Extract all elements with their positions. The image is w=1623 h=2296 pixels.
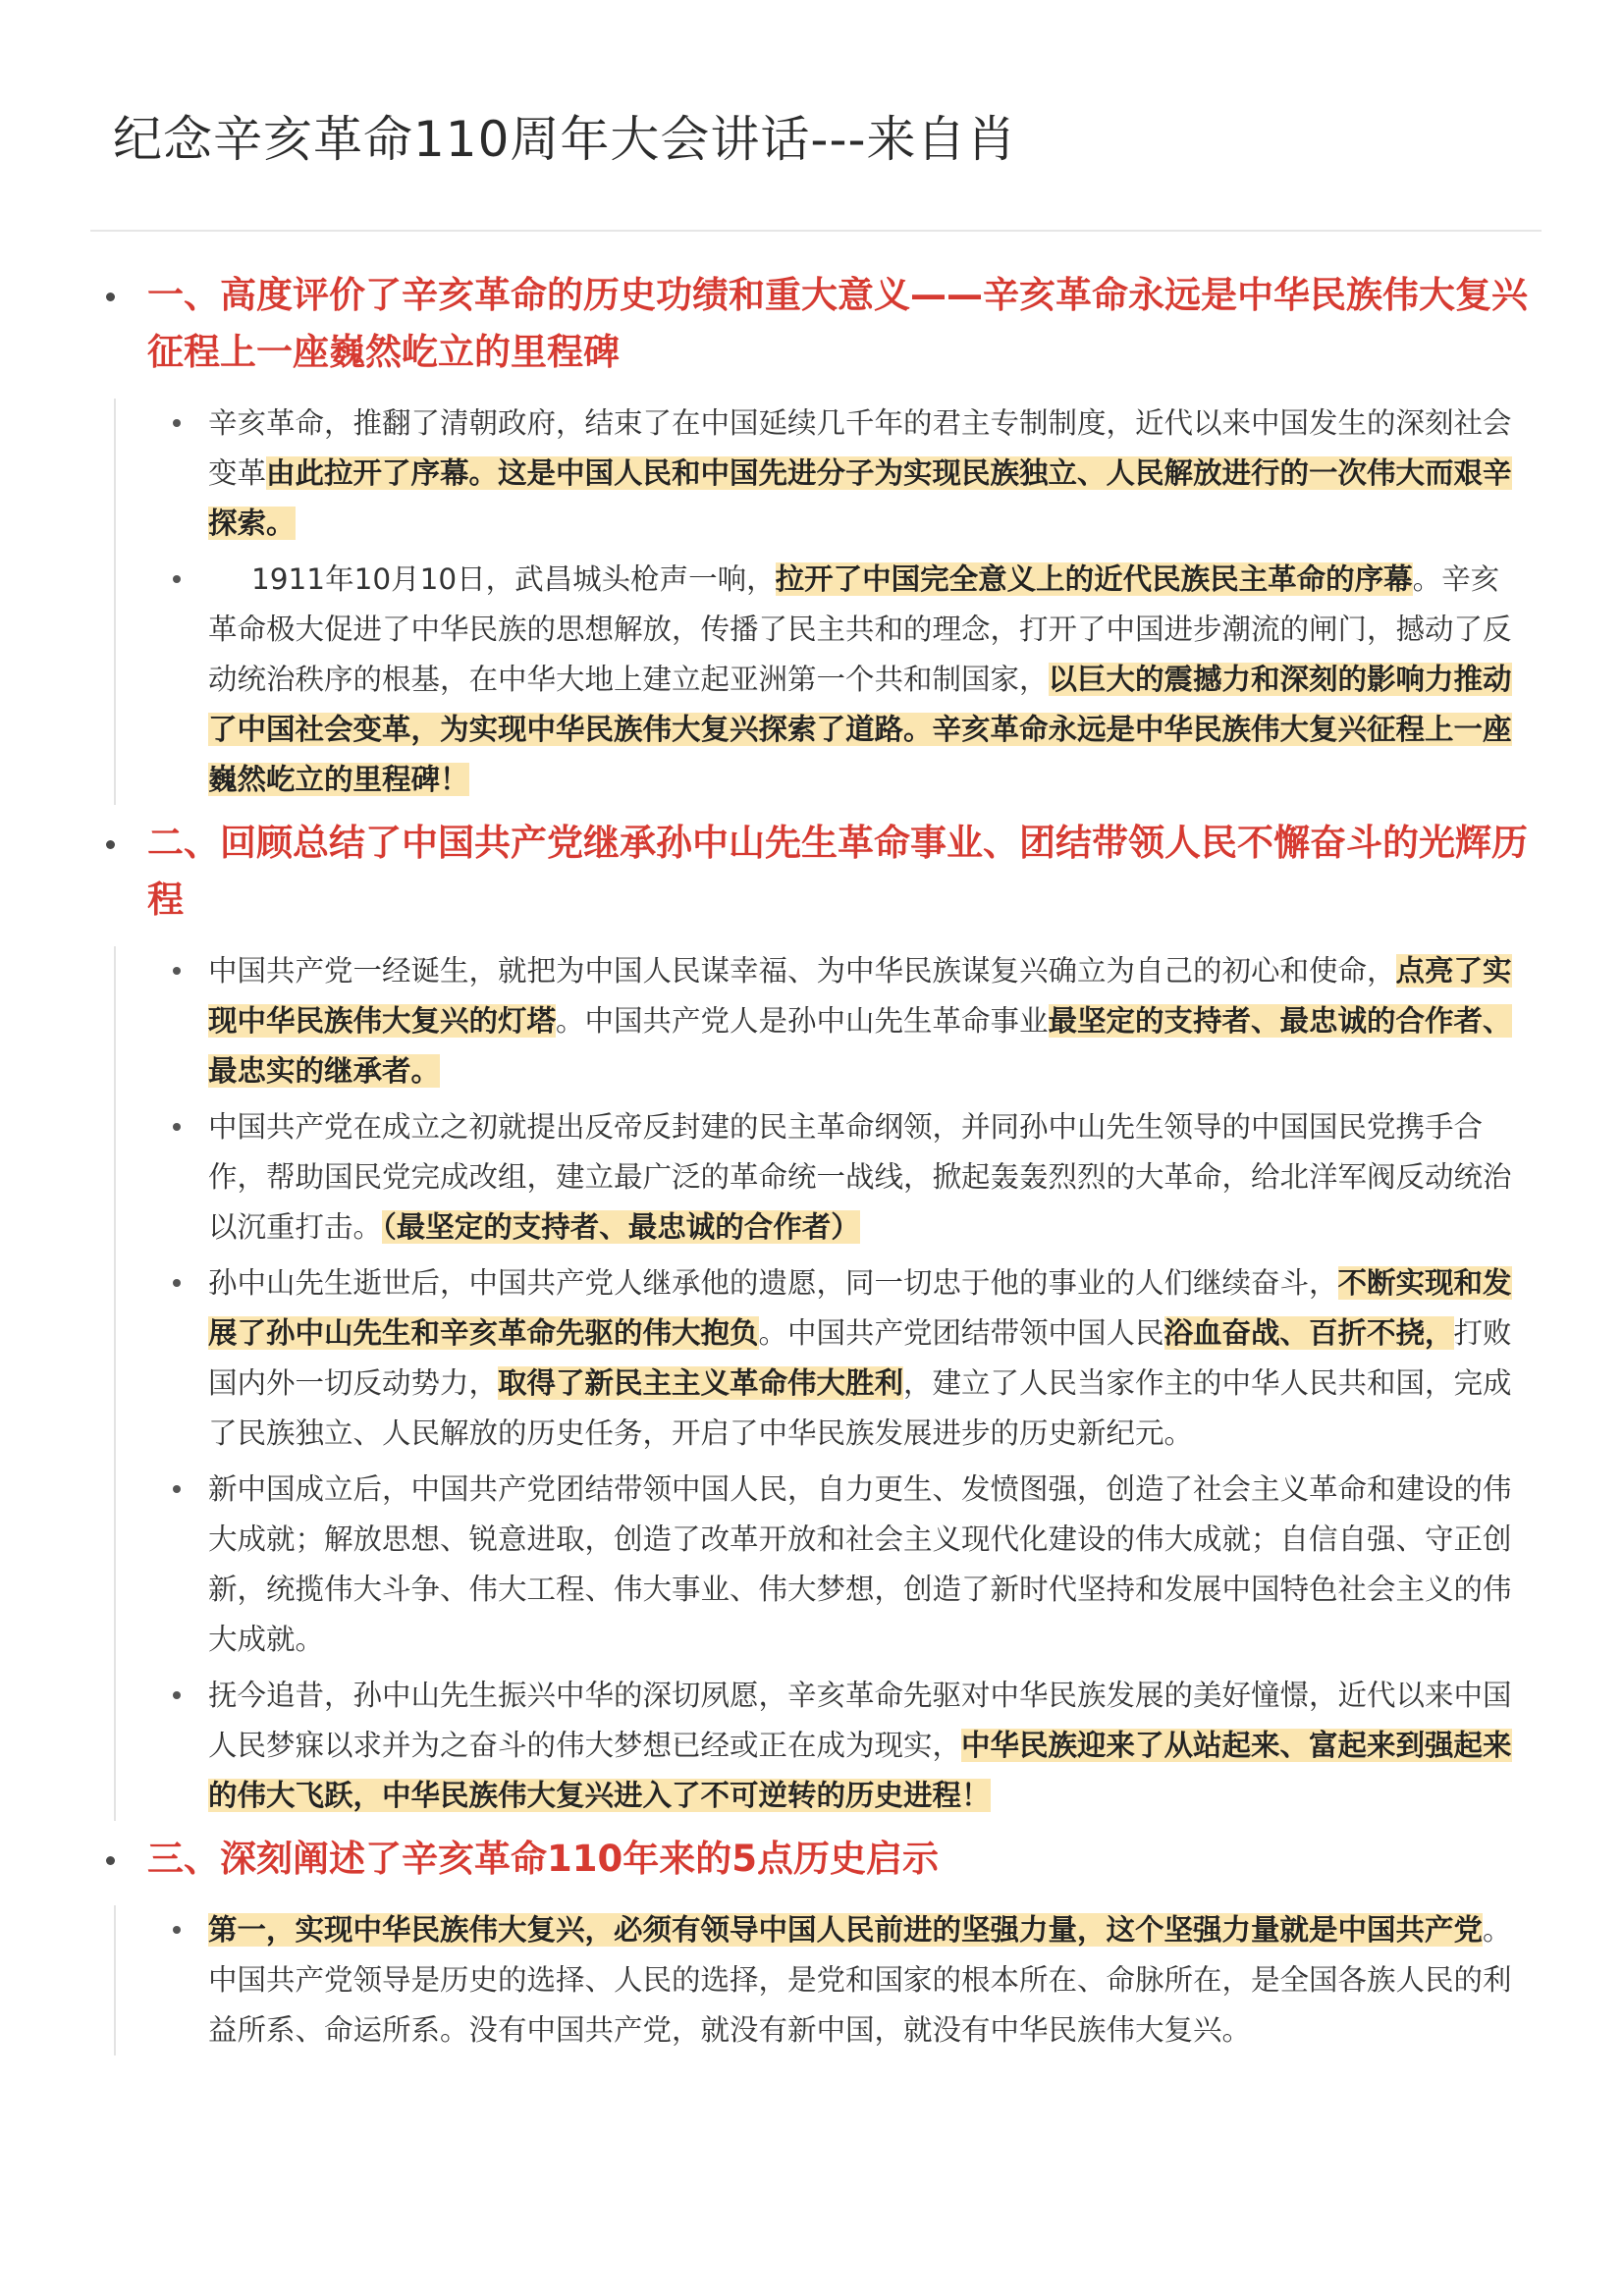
bullet-dot — [106, 1856, 115, 1865]
list-item — [116, 946, 1514, 1096]
item-text: 。中国共产党团结带领中国人民 — [758, 1316, 1164, 1350]
section-2-list — [114, 946, 1530, 1821]
highlighted-text: 浴血奋战、百折不挠， — [1163, 1316, 1454, 1350]
highlighted-text: 由此拉开了序幕。这是中国人民和中国先进分子为实现民族独立、人民解放进行的一次伟大而艰辛探索。 — [208, 456, 1512, 540]
item-text: 辛亥革命，推翻了清朝政府，结束了在中国延续几千年的君主专制制度，近代以来中国发生的深刻社会变革 — [208, 406, 1512, 490]
page-title: 纪念辛亥革命110周年大会讲话---来自肖 — [113, 111, 1017, 168]
highlighted-text: 中华民族迎来了从站起来、富起来到强起来的伟大飞跃，中华民族伟大复兴进入了不可逆转的历史进程！ — [208, 1729, 1512, 1812]
highlighted-text: 不断实现和发展了孙中山先生和辛亥革命先驱的伟大抱负 — [208, 1266, 1512, 1350]
item-text: 抚今追昔，孙中山先生振兴中华的深切夙愿，辛亥革命先驱对中华民族发展的美好憧憬，近代以来中国人民梦寐以求并为之奋斗的伟大梦想已经或正在成为现实， — [208, 1679, 1512, 1762]
bullet-dot — [173, 1279, 181, 1287]
section-heading: 一、高度评价了辛亥革命的历史功绩和重大意义——辛亥革命永远是中华民族伟大复兴征程上一座巍然屹立的里程碑 — [147, 274, 1528, 373]
bullet-dot — [173, 1485, 181, 1493]
item-text: ，建立了人民当家作主的中华人民共和国，完成了民族独立、人民解放的历史任务，开启了中华民族发展进步的历史新纪元。 — [208, 1366, 1512, 1450]
section-2 — [0, 815, 1623, 1821]
item-text: 。中国共产党领导是历史的选择、人民的选择，是党和国家的根本所在、命脉所在，是全国各族人民的利益所系、命运所系。没有中国共产党，就没有新中国，就没有中华民族伟大复兴。 — [208, 1913, 1512, 2047]
bullet-dot — [106, 293, 115, 301]
outline — [0, 267, 1623, 2065]
title-divider — [90, 230, 1542, 232]
highlighted-text: 第一，实现中华民族伟大复兴，必须有领导中国人民前进的坚强力量，这个坚强力量就是中国共产党 — [208, 1913, 1484, 1947]
highlighted-text: 点亮了实现中华民族伟大复兴的灯塔 — [208, 954, 1512, 1038]
list-item — [116, 1465, 1514, 1665]
item-text: 中国共产党在成立之初就提出反帝反封建的民主革命纲领，并同孙中山先生领导的中国国民党携手合作，帮助国民党完成改组，建立最广泛的革命统一战线，掀起轰轰烈烈的大革命，给北洋军阀反动统治以沉重打击。 — [208, 1110, 1512, 1244]
list-item — [116, 1671, 1514, 1821]
bullet-dot — [173, 967, 181, 975]
item-text: 新中国成立后，中国共产党团结带领中国人民，自力更生、发愤图强，创造了社会主义革命和建设的伟大成就；解放思想、锐意进取，创造了改革开放和社会主义现代化建设的伟大成就；自信自强、守正创新，统揽伟大斗争、伟大工程、伟大事业、伟大梦想，创造了新时代坚持和发展中国特色社会主义的伟大成就。 — [208, 1472, 1512, 1656]
highlighted-text: 最坚定的支持者、最忠诚的合作者、最忠实的继承者。 — [208, 1004, 1512, 1088]
highlighted-text: 以巨大的震撼力和深刻的影响力推动了中国社会变革，为实现中华民族伟大复兴探索了道路。辛亥革命永远是中华民族伟大复兴征程上一座巍然屹立的里程碑！ — [208, 663, 1512, 796]
bullet-dot — [173, 419, 181, 427]
highlighted-text: （最坚定的支持者、最忠诚的合作者） — [382, 1210, 860, 1244]
item-text: 。中国共产党人是孙中山先生革命事业 — [556, 1004, 1049, 1038]
section-heading: 二、回顾总结了中国共产党继承孙中山先生革命事业、团结带领人民不懈奋斗的光辉历程 — [147, 822, 1528, 921]
section-1 — [0, 267, 1623, 805]
bullet-dot — [173, 1926, 181, 1934]
section-3 — [0, 1831, 1623, 2056]
list-item — [116, 399, 1514, 549]
bullet-dot — [173, 1691, 181, 1699]
item-text: 中国共产党一经诞生，就把为中国人民谋幸福、为中华民族谋复兴确立为自己的初心和使命， — [208, 954, 1396, 988]
highlighted-text: 拉开了中国完全意义上的近代民族民主革命的序幕 — [775, 562, 1413, 596]
highlighted-text: 取得了新民主主义革命伟大胜利 — [498, 1366, 904, 1400]
list-item — [116, 1905, 1514, 2056]
item-text: 孙中山先生逝世后，中国共产党人继承他的遗愿，同一切忠于他的事业的人们继续奋斗， — [208, 1266, 1338, 1300]
section-3-list — [114, 1905, 1530, 2056]
list-item — [116, 1258, 1514, 1459]
bullet-dot — [106, 840, 115, 849]
item-text: 。辛亥革命极大促进了中华民族的思想解放，传播了民主共和的理念，打开了中国进步潮流的闸门，撼动了反动统治秩序的根基，在中华大地上建立起亚洲第一个共和制国家， — [208, 562, 1512, 696]
section-heading: 三、深刻阐述了辛亥革命110年来的5点历史启示 — [147, 1838, 939, 1880]
list-item — [116, 555, 1514, 805]
item-text: 打败国内外一切反动势力， — [208, 1316, 1512, 1400]
section-1-list — [114, 399, 1530, 805]
list-item — [116, 1102, 1514, 1253]
bullet-dot — [173, 1123, 181, 1131]
item-text: 1911年10月10日，武昌城头枪声一响， — [251, 562, 776, 596]
bullet-dot — [173, 575, 181, 583]
